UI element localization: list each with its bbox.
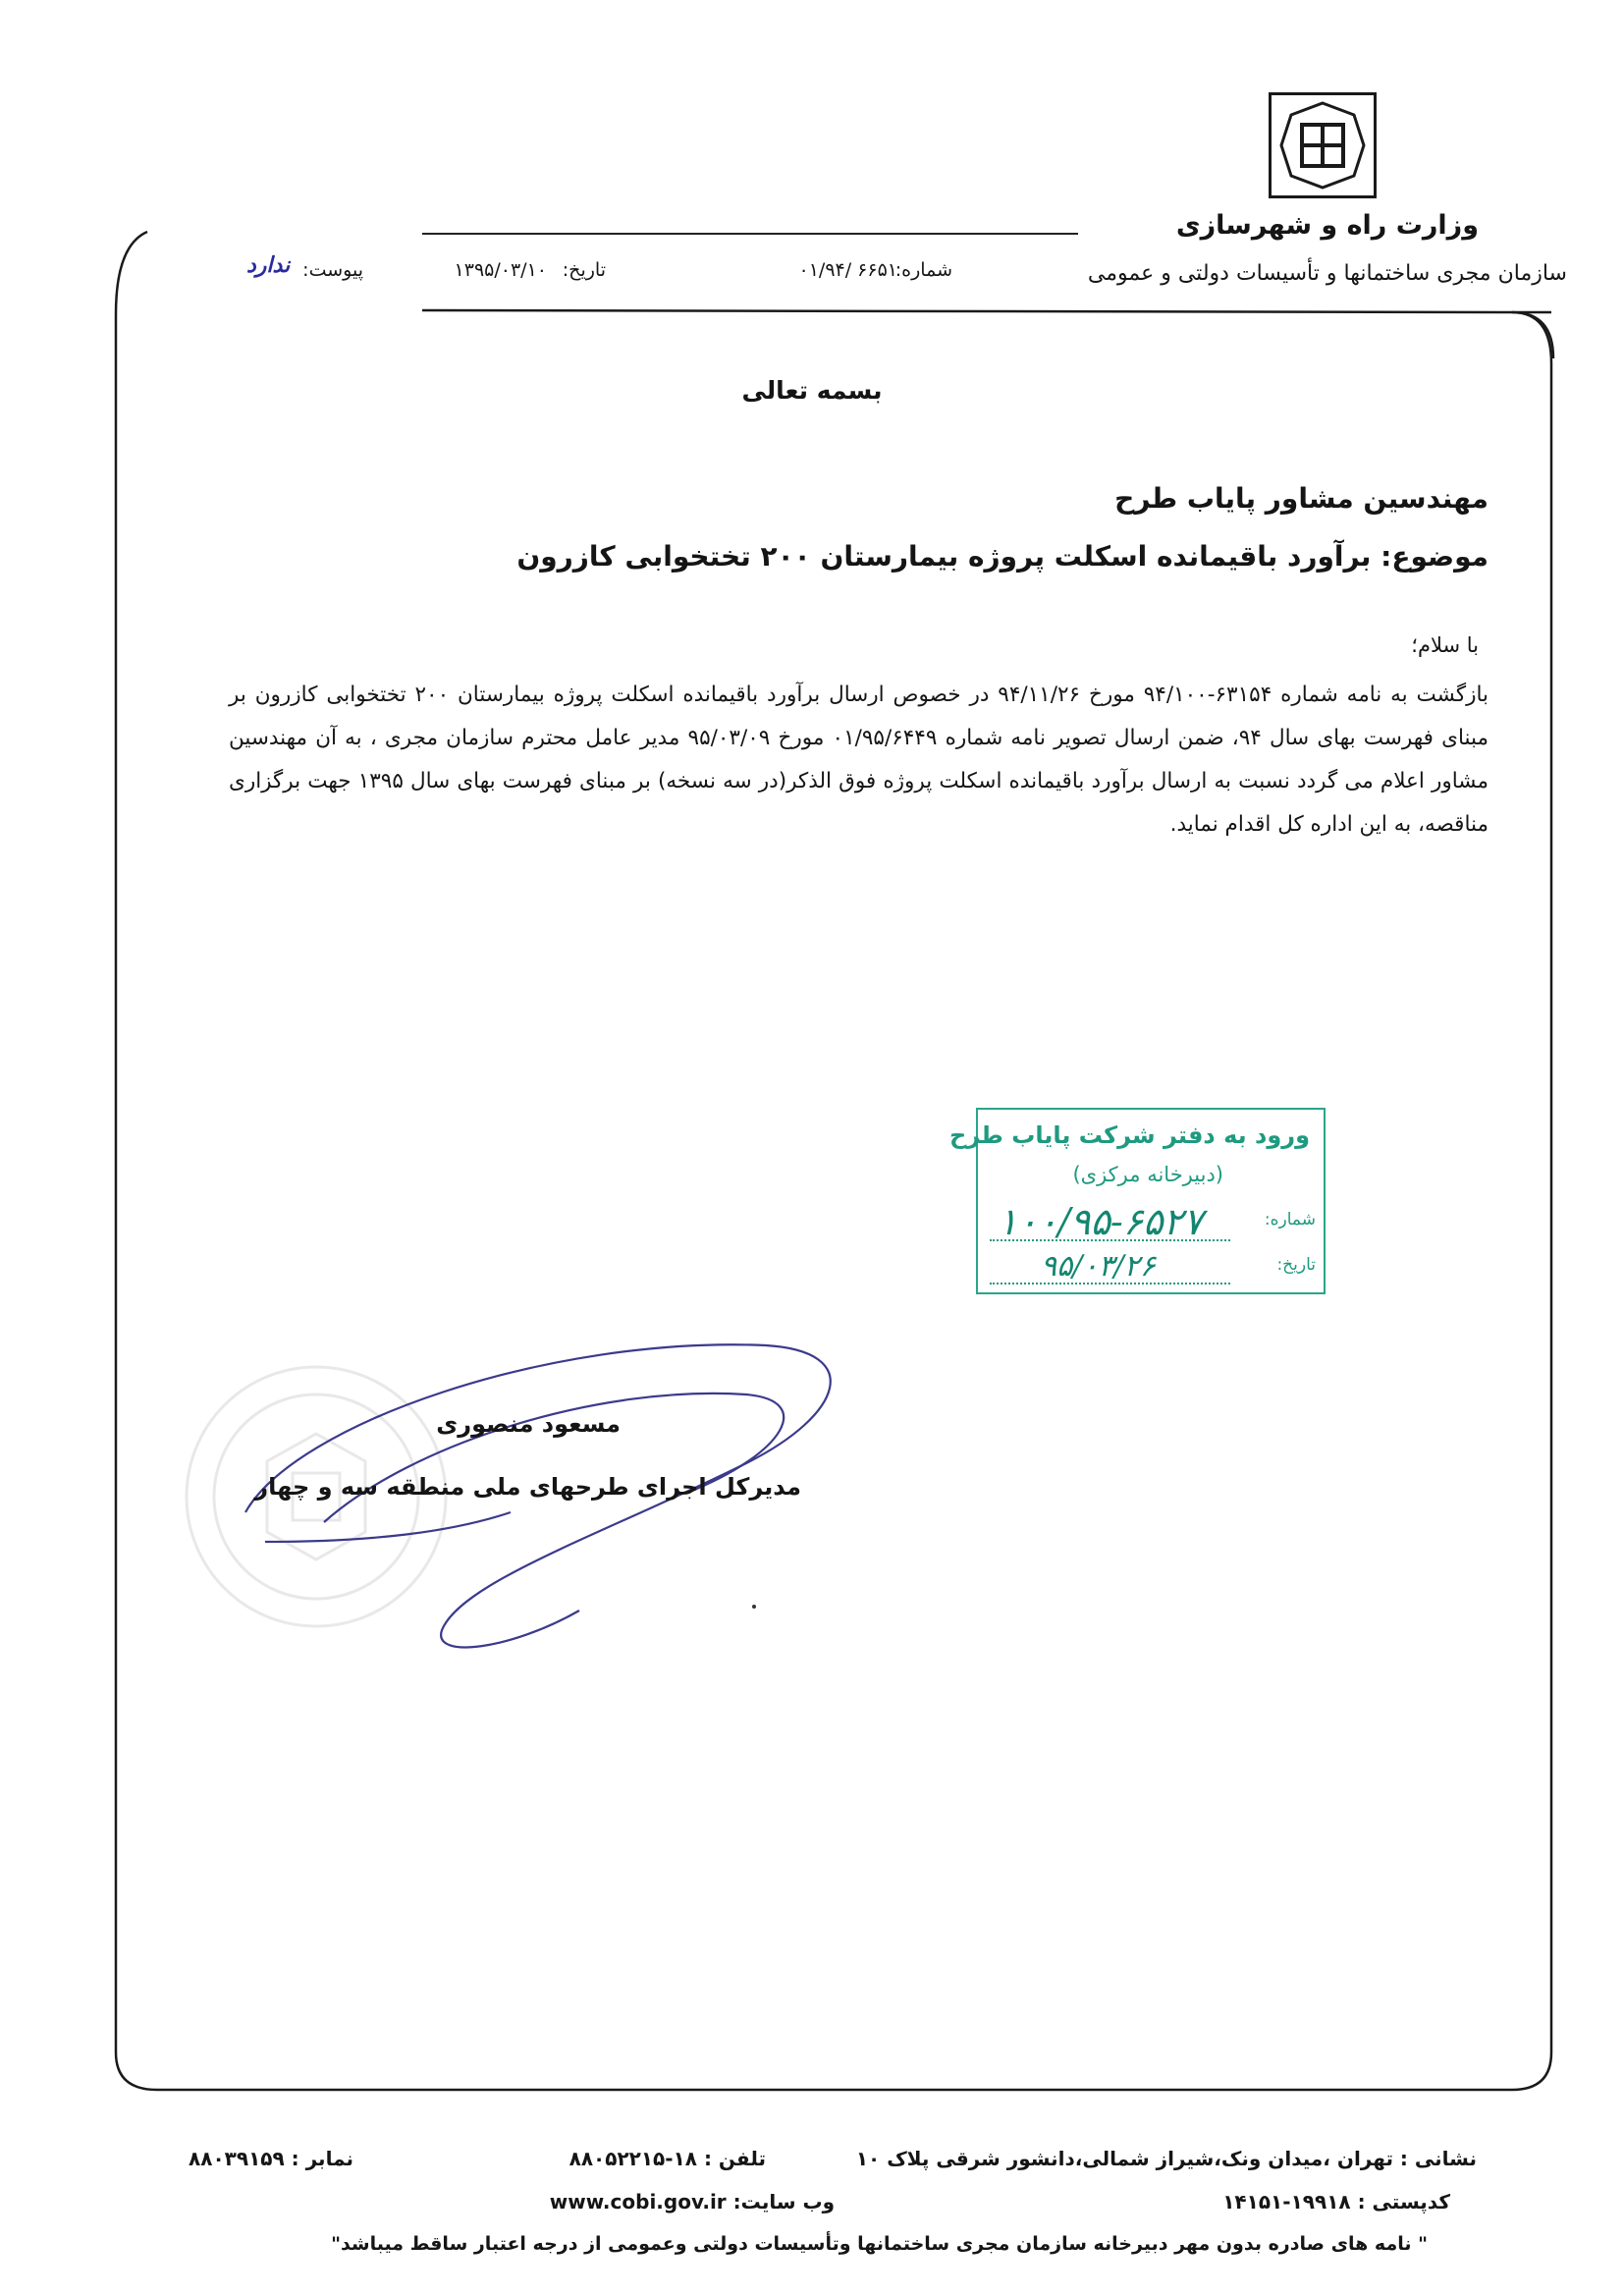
subject-line: موضوع: برآورد باقیمانده اسکلت پروژه بیمارستان ۲۰۰ تختخوابی کازرون	[516, 540, 1489, 573]
footer-disclaimer: " نامه های صادره بدون مهر دبیرخانه سازمان مجری ساختمانها وتأسیسات دولتی وعمومی از درجه اعتبار ساقط میباشد"	[331, 2233, 1428, 2255]
date-label: تاریخ:	[562, 259, 606, 281]
stamp-date-label: تاریخ:	[1276, 1255, 1316, 1275]
attachment-value: ندارد	[246, 253, 291, 278]
stamp-number-label: شماره:	[1264, 1210, 1316, 1230]
ink-dot	[752, 1605, 756, 1609]
footer-address: نشانی : تهران ،میدان ونک،شیراز شمالی،دانشور شرقی پلاک ۱۰	[855, 2147, 1477, 2170]
letter-number: ۰۱/۹۴/ ۶۶۵۱	[798, 259, 897, 281]
organization-name: سازمان مجری ساختمانها و تأسیسات دولتی و عمومی	[1087, 261, 1567, 286]
stamp-date-value: ۹۵/۰۳/۲۶	[1041, 1249, 1156, 1284]
attachment-label: پیوست:	[302, 259, 363, 281]
letter-body: بازگشت به نامه شماره ۶۳۱۵۴-۹۴/۱۰۰ مورخ ۹۴/۱۱/۲۶ در خصوص ارسال برآورد باقیمانده اسکلت پروژه بیمارستان ۲۰۰ تختخوابی کازرون بر مبنای فهرست بهای سال ۹۴، ضمن ارسال تصویر نامه شماره ۰۱/۹۵/۶۴۴۹ مورخ ۹۵/۰۳/۰۹ مدیر عامل محترم سازمان مجری ، به آن مهندسین مشاور اعلام می گردد نسبت به ارسال برآورد باقیمانده اسکلت پروژه فوق الذکر(در سه نسخه) بر مبنای فهرست بهای سال ۱۳۹۵ جهت برگزاری مناقصه، به این اداره کل اقدام نماید.	[229, 683, 1489, 837]
recipient: مهندسین مشاور پایاب طرح	[1114, 482, 1489, 515]
letter-date: ۱۳۹۵/۰۳/۱۰	[454, 259, 547, 281]
footer-fax: نمابر : ۸۸۰۳۹۱۵۹	[189, 2147, 353, 2170]
greeting: با سلام؛	[1411, 633, 1479, 657]
signer-name: مسعود منصوری	[436, 1410, 621, 1438]
ministry-name: وزارت راه و شهرسازی	[1175, 210, 1479, 241]
footer-website[interactable]: وب سایت: www.cobi.gov.ir	[549, 2190, 835, 2214]
number-label: شماره:	[894, 259, 952, 281]
signer-title: مدیرکل اجرای طرحهای ملی منطقه سه و چهار	[254, 1473, 801, 1501]
stamp-number-value: ۱۰۰/۹۵-۶۵۲۷	[998, 1200, 1204, 1243]
footer-postcode: کدپستی : ۱۹۹۱۸-۱۴۱۵۱	[1222, 2190, 1450, 2214]
stamp-subtitle: (دبیرخانه مرکزی)	[1072, 1163, 1223, 1186]
bismillah-heading: بسمه تعالی	[741, 376, 883, 405]
stamp-title: ورود به دفتر شرکت پایاب طرح	[949, 1121, 1310, 1149]
footer-phone: تلفن : ۱۸-۸۸۰۵۲۲۱۵	[568, 2147, 766, 2170]
